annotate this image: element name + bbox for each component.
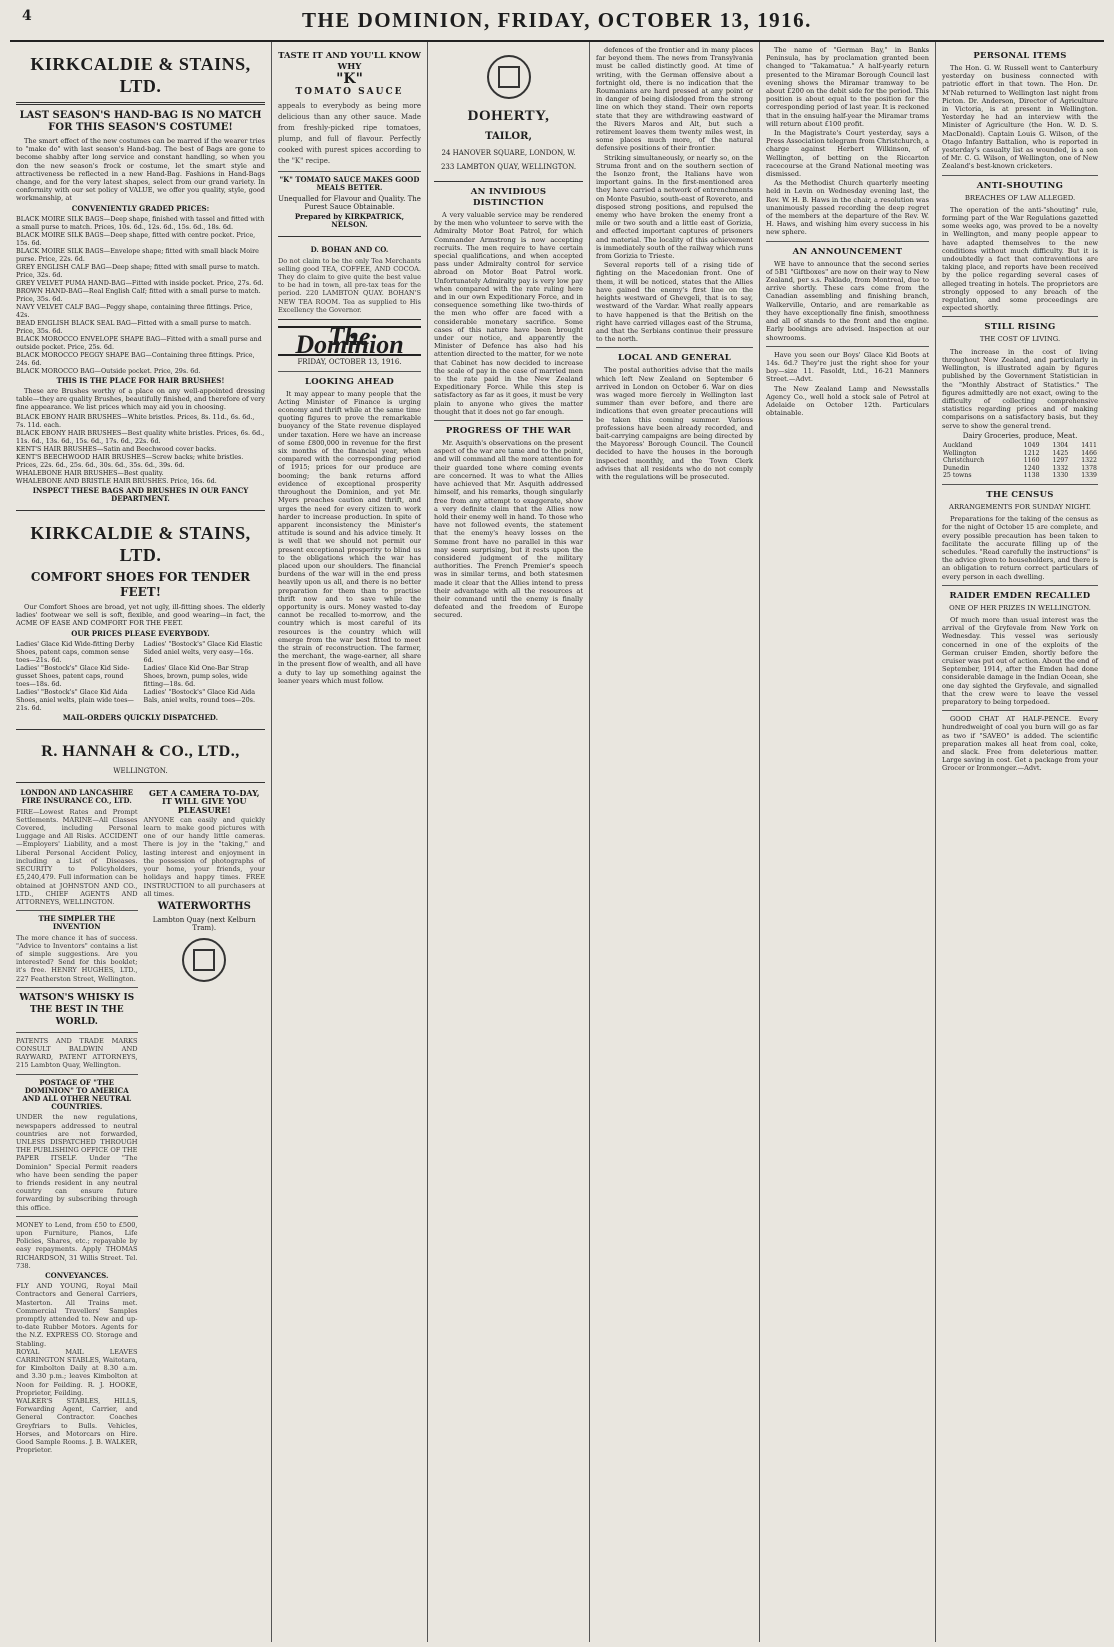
divider [434, 420, 583, 421]
table-cell: 1411 [1081, 441, 1097, 449]
ad-body: Our Comfort Shoes are broad, yet not ugly, ill-fitting shoes. The elderly ladies' footwear we sell is soft, flexible, and good wearing—in fact, the ACME OF EASE AND COMFORT FOR THE FEET. [16, 603, 265, 628]
inspect-note: INSPECT THESE BAGS AND BRUSHES IN OUR FANCY DEPARTMENT. [32, 485, 249, 503]
table-row [942, 442, 1098, 450]
article-body: Mr. Asquith's observations on the present aspect of the war are tame and to the point, and will command all the more attention for their guarded tone where coming events are concerned. It was to what the Allies have achieved that Mr. Asquith addressed himself, and his remarks, though singularly free from any attempt to exaggerate, show a very definite claim that the Allies now hold their enemy well in hand. To those who have not followed events, the statement that the enemy's heavy losses on the Somme front have no parallel in this war may seem surprising, but it rests upon the considered judgment of the military authorities. The French Premier's speech was in similar terms, and both statesmen made it clear that the Allies intend to press their advantage with all the resources at their command until the enemy is finally defeated and the freedom of Europe secured. [434, 439, 583, 620]
shoe-price-item: Ladies' "Bostock's" Glace Kid Elastic Sided aniel welts, very easy—16s. 6d. [143, 639, 263, 664]
article-heading: THE CENSUS [986, 489, 1054, 500]
section-heading: LOCAL AND GENERAL [617, 353, 732, 364]
cost-table [942, 442, 1098, 480]
article-subheading: THE COST OF LIVING. [979, 335, 1061, 344]
ad-doherty [434, 46, 583, 182]
watson-ad: WATSON'S WHISKY IS THE BEST IN THE WORLD. [19, 992, 135, 1027]
ad-product-name: TOMATO SAUCE [295, 87, 404, 98]
insurance-heading: LONDON AND LANCASHIRE FIRE INSURANCE CO., LTD. [20, 788, 134, 806]
divider [942, 316, 1098, 317]
news-paragraph: As the Methodist Church quarterly meeting held in Levin on Wednesday evening last, the Rev. W. H. B. Haws in the chair, a resolution was unanimously passed recording the deep regret of the members at the departure of the Rev. W. H. Haws, and wishing him every success in his new sphere. [766, 179, 929, 237]
article-heading: ANTI-SHOUTING [976, 180, 1064, 191]
divider [16, 1074, 138, 1075]
table-cell: Wellington [943, 449, 977, 457]
section-body: The postal authorities advise that the mails which left New Zealand on September 6 arrived in London on October 6. War on dies was waged more fiercely in Wellington last summer than ever before, and there are indications that even greater precautions will be taken this coming summer. Various professions have been already recorded, and bait-carrying campaigns are being directed by the Mayoress' Borough Council. The Council decided to have the houses in the borough inspected monthly, and the Town Clerk advises that all residents who do not comply with the regulations will be prosecuted. [596, 366, 753, 481]
brush-heading: THIS IS THE PLACE FOR HAIR BRUSHES! [56, 375, 225, 385]
shoe-price-item: Ladies' "Bostock's" Glace Kid Aida Bals, aniel welts, round toes—20s. [143, 687, 256, 704]
insurance-body: FIRE—Lowest Rates and Prompt Settlements. MARINE—All Classes Covered, including Personal Luggage and All Risks. ACCIDENT—Employers' Liability, and a most Liberal Personal Accident Policy, including a List of Diseases. SECURITY to Policyholders, £5,240,479. Full information can be obtained at JOHNSTON AND CO., LTD., CHIEF AGENTS AND ATTORNEYS, WELLINGTON. [16, 807, 138, 906]
divider [16, 987, 138, 988]
bag-price-item: BLACK MOROCCO PEGGY SHAPE BAG—Containing three fittings. Price, 24s. 6d. [16, 350, 255, 367]
section-body: The Hon. G. W. Russell went to Canterbury yesterday on business connected with patriotic effort in that town. The Hon. Dr. M'Nab returned to Wellington last night from Picton. Dr. Anderson, Director of Agriculture in Victoria, is at present in Wellington. Yesterday he had an interview with the Minister of Agriculture (the Hon. W. D. S. MacDonald). Captain Louis G. Wilson, of the Otago Infantry Battalion, who is reported in yesterday's casualty list as wounded, is a son of Mr. C. G. Wilson, of Wellington, one of New Zealand's best-known cricketers. [942, 64, 1098, 171]
ad-store-name: KIRKCALDIE & STAINS, LTD. [30, 54, 251, 96]
waterworths-address: Lambton Quay (next Kelburn Tram). [152, 915, 256, 933]
divider [596, 347, 753, 348]
masthead-title: THE DOMINION, FRIDAY, OCTOBER 13, 1916. [302, 7, 812, 32]
shoe-list [16, 640, 265, 712]
ad-location: WELLINGTON. [113, 767, 168, 776]
ad-body: The smart effect of the new costumes can be marred if the wearer tries to "make do" with last season's Hand-bag. The best of Bags are gone to become shabby after long service and constant handling, so when you don the new season's frock or costume, let the smart style and attractiveness be reflected in a new Hand-Bag. Fashions in Hand-Bags change, and for the very latest shapes, select from our grand variety. In conformity with our set policy of VALUE, we offer you quality, style, good workmanship, at [16, 137, 265, 203]
table-cell: 1466 [1081, 449, 1097, 457]
article-continuation: defences of the frontier and in many places far beyond them. The news from Transylvania must be called distinctly good. At time of writing, with the German offensive about a fortnight old, there is no indication that the Roumanians are hard pressed at any point or in danger of being dislodged from the strong line on which they stand. Their own reports state that they are withdrawing eastward of the Rivers Maros and Alt, but such a retirement leaves them twenty miles west, in some places much more, of the natural defensive positions of their frontier. [596, 46, 753, 153]
brush-price-item: BLACK EBONY HAIR BRUSHES—White bristles. Prices, 8s. 11d., 6s. 6d., 7s. 11d. each. [16, 412, 255, 429]
divider [942, 484, 1098, 485]
walkers-ad: WALKER'S STABLES, HILLS, Forwarding Agent, Carrier, and General Contractor. Coaches Greyfriars to Bulls. Vehicles, Horses, and Motorcars on Hire. Good Sample Rooms. J. B. WALKER, Proprietor. [16, 1397, 138, 1455]
ad-store-name: KIRKCALDIE & STAINS, LTD. [30, 523, 251, 566]
table-row [942, 472, 1098, 480]
small-ads [16, 787, 265, 1454]
table-cell: 1425 [1052, 449, 1069, 457]
article-body: The increase in the cost of living throughout New Zealand, and particularly in Wellington, is illustrated again by figures published by the Government Statistician in the "Monthly Abstract of Statistics." The figures admittedly are not exact, owing to the difficulty of collecting comprehensive statistics regarding prices and of making comparisons on a satisfactory basis, but they serve to show the general trend. [942, 347, 1098, 430]
table-cell: 1212 [1023, 449, 1040, 457]
royal-mail-ad: ROYAL MAIL LEAVES CARRINGTON STABLES, Waitotara, for Kimbolton Daily at 8.30 a.m. and 3.30 p.m.; leaves Kimbolton at Noon for Feilding. R. J. HOOKE, Proprietor, Feilding. [16, 1347, 138, 1397]
fly-young-ad: FLY AND YOUNG, Royal Mail Contractors and General Carriers, Masterton. All Trains met. Commercial Travellers' Samples promptly attended to. New and up-to-date Rubber Motors. Agents for the N.Z. EXPRESS CO. Storage and Stabling. [16, 1282, 138, 1348]
shoe-price-item: Ladies' "Bostock's" Glace Kid Side-gusset Shoes, patent caps, round toes—18s. 6d. [16, 663, 130, 688]
ad-subheading: OUR PRICES PLEASE EVERYBODY. [71, 628, 210, 638]
article-body: Preparations for the taking of the census as for the night of October 15 are complete, and every possible precaution has been taken to facilitate the accurate filling up of the schedules. "Read carefully the instructions" is the advice given to householders, and there is an obligation to return correct particulars of every person in each dwelling. [942, 515, 1098, 581]
news-paragraph: The name of "German Bay," in Banks Peninsula, has by proclamation granted been changed to "Takamatua." A half-yearly return presented to the Miramar Borough Council last evening shows the Miramar tramway to be about £200 on the debit side for the period. This position is about equal to the position for the corresponding period of last year. It is reckoned that in the ensuing half-year the Miramar trams will return about £100 profit. [766, 46, 929, 128]
small-ads-left [16, 787, 138, 1454]
crest-icon [487, 55, 531, 99]
column-5 [760, 42, 936, 1642]
article-body: Of much more than usual interest was the arrival of the Gryfevale from New York on Wednesday. This vessel was seriously concerned in one of the exploits of the German cruiser Emden, shortly before the cruiser was put out of action. About the end of September, 1914, after the Emden had done considerable damage in the Indian Ocean, she one day sighted the Gryfevale, and signalled that the crew were to leave the vessel preparatory to being torpedoed. [942, 615, 1098, 706]
article-heading: AN INVIDIOUS DISTINCTION [470, 187, 547, 208]
article-heading: STILL RISING [984, 322, 1056, 333]
ad-maker: Prepared by KIRKPATRICK, NELSON. [294, 212, 405, 230]
bag-price-item: GREY ENGLISH CALF BAG—Deep shape; fitted with small purse to match. Price, 32s. 6d. [16, 262, 260, 279]
shoe-list-right [144, 640, 266, 712]
ad-body: appeals to everybody as being more delicious than any other sauce. Made from freshly-picked ripe tomatoes, plump, and full of flavour. Perfectly cooked with purest spices according to the "K" recipe. [278, 102, 421, 166]
bag-price-item: BEAD ENGLISH BLACK SEAL BAG—Fitted with a small purse to match. Price, 35s. 6d. [16, 318, 252, 335]
divider [942, 175, 1098, 176]
article-body: A very valuable service may be rendered by the men who volunteer to serve with the Admiralty Motor Boat Patrol, for which Commander Armstrong is now accepting recruits. The men require to have certain special qualifications, and when accepted pass under Admiralty control for service abroad on Motor Boat Patrol work. Unfortunately Admiralty pay is very low pay when compared with the rate ruling here and in our own Expeditionary Force, and in consequence something like two-thirds of the men who offer are faced with a considerable monetary sacrifice. Some cases of this nature have been brought under our notice, and apparently the Minister of Defence has also had his attention directed to the matter, for we note that Cabinet has now decided to increase the scale of pay in the case of married men to the rate paid in the New Zealand Expeditionary Force. While this step is satisfactory as far as it goes, it must be very plain to anyone who gives the matter thought that it does not go far enough. [434, 211, 583, 416]
newspaper-nameplate: The Dominion [278, 326, 421, 356]
mail-note: MAIL-ORDERS QUICKLY DISPATCHED. [62, 712, 219, 722]
bag-price-item: BLACK MOIRE SILK BAGS—Deep shape, finished with tassel and fitted with a small purse to match. Prices, 10s. 6d., 12s. 6d., 15s. 6d., 18s. 6d. [16, 214, 265, 231]
column-6 [936, 42, 1104, 1642]
ad-tagline: TASTE IT AND YOU'LL KNOW WHY [278, 51, 421, 72]
ad-store-name: DOHERTY, [467, 108, 550, 124]
article-heading: RAIDER EMDEN RECALLED [949, 590, 1091, 601]
divider [16, 910, 138, 911]
table-cell: Dunedin [943, 464, 970, 472]
table-cell: 1378 [1081, 464, 1097, 472]
ad-kirkcaldie-handbags [16, 46, 265, 511]
small-ads-right [144, 787, 266, 1454]
small-advert: Have you seen our Boys' Glace Kid Boots at 14s. 6d.? They're just the right shoe for your boy—size 11. Fasoldt, Ltd., 16-21 Manners Street.—Advt. [766, 350, 929, 384]
tailors-crest-icon [182, 938, 226, 982]
masthead [10, 0, 1104, 42]
article-paragraph: Striking simultaneously, or nearly so, on the Struma front and on the southern section of the Isonzo front, the Italians have won important gains. In the first-mentioned area they have carried a network of entrenchments on Monte Pasubio, south-east of Rovereto, and disposed strong positions, and repulsed the enemy who have broken the enemy front a mile or two south and a little east of Gorizia, and effected important captures of prisoners and material. The locality of this achievement is immediately south of the railway which runs from Gorizia to Trieste. [596, 153, 753, 261]
divider [766, 346, 929, 347]
divider [16, 102, 265, 105]
table-cell: 1322 [1081, 457, 1097, 465]
brush-body: These are Brushes worthy of a place on any well-appointed dressing table—they are quality Brushes, beautifully finished, and therefore of very fine appearance. We list prices which may aid you in choosing. [16, 387, 265, 412]
dateline: FRIDAY, OCTOBER 13, 1916. [297, 358, 402, 367]
bag-price-item: BLACK MOROCCO ENVELOPE SHAPE BAG—Fitted with a small purse and outside pocket. Price, 25s. 6d. [16, 334, 262, 351]
table-row [942, 465, 1098, 473]
table-cell: 1332 [1052, 464, 1069, 472]
columns [10, 42, 1104, 1642]
table-cell: 1138 [1023, 472, 1040, 480]
column-2 [272, 42, 428, 1642]
article-subheading: ARRANGEMENTS FOR SUNDAY NIGHT. [949, 502, 1091, 511]
article-paragraph: Several reports tell of a rising tide of fighting on the Macedonian front. One of them, it will be noticed, states that the Allies have gained the enemy's first line on the heights westward of Ghevgeli, that is to say, westward of the Vardar. What really appears to have happened is that the British on the right have carried villages east of the Struma, and that the Serbians continue their pressure to the north. [596, 261, 753, 344]
postage-heading: POSTAGE OF "THE DOMINION" TO AMERICA AND ALL OTHER NEUTRAL COUNTRIES. [22, 1077, 132, 1112]
camera-body: ANYONE can easily and quickly learn to make good pictures with one of our handy little cameras. There is joy in the "taking," and lasting interest and enjoyment in the possession of photographs of your home, your friends, your holidays and happy times. FREE INSTRUCTION to all purchasers at all times. [143, 815, 265, 898]
small-advert: The New Zealand Lamp and Newsstalls Agency Co., well hold a stock sale of Petrol at Adelaide on October 12th. Particulars obtainable. [766, 384, 929, 418]
article-subheading: ONE OF HER PRIZES IN WELLINGTON. [949, 603, 1091, 612]
postage-body: UNDER the new regulations, newspapers addressed to neutral countries are not forwarded, UNLESS DISPATCHED THROUGH THE PUBLISHING OFFICE OF THE PAPER ITSELF. Under "The Dominion" Special Permit readers who have been sending the paper to friends resident in any neutral country can ensure future forwarding by subscribing through this office. [16, 1113, 138, 1212]
announcement-body: WE have to announce that the second series of 5B1 "Giftboxes" are now on their way to New Zealand, per s.s. Paklado, from Montreal, due to arrive shortly. These cars come from the Canadian assembling and finishing branch, Walkerville, Ontario, and are remarkable as they have exceptionally fine finish, smoothness and all of stands to the front and the engine. Early bookings are advised. Inspection at our showrooms. [766, 259, 929, 342]
column-4 [590, 42, 760, 1642]
camera-heading: GET A CAMERA TO-DAY, IT WILL GIVE YOU PLEASURE! [148, 788, 260, 815]
section-heading: PERSONAL ITEMS [973, 51, 1067, 61]
ad-subheading: CONVENIENTLY GRADED PRICES: [71, 203, 210, 213]
table-cell: 1339 [1081, 472, 1097, 480]
table-cell: Christchurch [943, 457, 985, 465]
divider [16, 1216, 138, 1217]
small-advert: GOOD CHAT AT HALF-PENCE. Every hundredweight of coal you burn will go as far as two if "SAVEO" is added. The scientific preparation makes all heat from coal, coke, and slack. Free from deleterious matter. Large saving in cost. Get a package from your Grocer or Ironmonger.—Advt. [942, 715, 1098, 773]
table-cell: 1240 [1023, 464, 1040, 472]
ad-k-letter: "K" [336, 71, 363, 87]
brush-price-item: KENT'S HAIR BRUSHES—Satin and Beechwood cover backs. [16, 444, 217, 453]
divider [766, 241, 929, 242]
bag-price-item: BROWN HAND-BAG—Real English Calf; fitted with a small purse to match. Price, 35s. 6d. [16, 286, 261, 303]
divider [942, 710, 1098, 711]
patents-ad: PATENTS AND TRADE MARKS CONSULT BALDWIN AND RAYWARD, PATENT ATTORNEYS, 215 Lambton Quay, Wellington. [16, 1036, 138, 1070]
table-cell: 1049 [1023, 441, 1040, 449]
ad-store-name: R. HANNAH & CO., LTD., [41, 743, 240, 761]
article-body: The operation of the anti-"shouting" rule, forming part of the War Regulations gazetted some weeks ago, was proved to be a novelty in Wellington, and many people appear to have adapted themselves to the new conditions without much difficulty. But it is undoubtedly a fact that contraventions are taking place, and reports have been received by the police regarding several cases of alleged treating in hotels. The proprietors are strongly opposed to any breach of the regulation, and some proceedings are expected shortly. [942, 205, 1098, 313]
page-number: 4 [22, 8, 32, 24]
table-cell: 1330 [1052, 472, 1069, 480]
article-subheading: BREACHES OF LAW ALLEGED. [964, 193, 1076, 202]
bag-price-item: BLACK MOIRE SILK BAGS—Envelope shape; fitted with small black Moire purse. Price, 22s. 6d. [16, 246, 259, 263]
column-1 [10, 42, 272, 1642]
ad-address: 24 HANOVER SQUARE, LONDON, W. 233 LAMBTON QUAY, WELLINGTON. [440, 149, 577, 171]
ad-claim: Unequalled for Flavour and Quality. The Purest Sauce Obtainable. [278, 194, 421, 211]
brush-price-item: BLACK EBONY HAIR BRUSHES—Best quality white bristles. Prices, 6s. 6d., 11s. 6d., 13s. 6d., 15s. 6d., 17s. 6d., 22s. 6d. [16, 428, 265, 445]
bag-price-item: NAVY VELVET CALF BAG—Peggy shape, containing three fittings. Price, 42s. [16, 302, 253, 319]
ad-k-tomato-sauce [278, 46, 421, 237]
ad-headline: COMFORT SHOES FOR TENDER FEET! [30, 570, 251, 600]
invention-body: The more chance it has of success. "Advice to Inventors" contains a list of simple suggestions. Are you interested? Send for this booklet; it's free. HENRY HUGHES, LTD., 227 Featherston Street, Wellington. [16, 933, 138, 983]
ad-headline: LAST SEASON'S HAND-BAG IS NO MATCH FOR THIS SEASON'S COSTUME! [19, 110, 262, 133]
divider [16, 1032, 138, 1033]
news-paragraph: In the Magistrate's Court yesterday, says a Press Association telegram from Christchurch, a charge against Herbert Wilkinson, of Wellington, of betting on the Riccarton racecourse at the Grand National meeting was dismissed. [766, 129, 929, 179]
bag-price-item: BLACK MOROCCO BAG—Outside pocket. Price, 29s. 6d. [16, 366, 201, 375]
table-row [942, 450, 1098, 458]
table-cell: 1304 [1052, 441, 1069, 449]
ad-slogan: "K" TOMATO SAUCE MAKES GOOD MEALS BETTER. [279, 175, 420, 193]
table-caption: Dairy Groceries, produce, Meat. [962, 431, 1078, 440]
brush-price-list [16, 413, 265, 485]
shoe-price-item: Ladies' Glace Kid Wide-fitting Derby Shoes, patent caps, common sense toes—21s. 6d. [16, 639, 135, 664]
ad-store-name: D. BOHAN AND CO. [310, 245, 389, 255]
bag-price-item: BLACK MOIRE SILK BAGS—Deep shape, fitted with centre pocket. Price, 15s. 6d. [16, 230, 256, 247]
divider [278, 171, 421, 172]
ad-bohan [278, 241, 421, 320]
announcement-heading: AN ANNOUNCEMENT [792, 246, 903, 257]
brush-price-item: KENT'S BEECHWOOD HAIR BRUSHES—Screw backs; white bristles. Prices, 22s. 6d., 25s. 6d., 30s. 6d., 35s. 6d., 39s. 6d. [16, 452, 244, 469]
brush-price-item: WHALEBONE AND BRISTLE HAIR BRUSHES. Price, 16s. 6d. [16, 476, 217, 485]
table-cell: 1297 [1052, 457, 1069, 465]
shoe-list-left [16, 640, 138, 712]
invention-heading: THE SIMPLER THE INVENTION [38, 914, 116, 932]
ad-trade: TAILOR, [485, 131, 532, 142]
bag-price-item: GREY VELVET PUMA HAND-BAG—Fitted with inside pocket. Price, 27s. 6d. [16, 278, 264, 287]
money-ad: MONEY to Lend, from £50 to £500, upon Furniture, Pianos, Life Policies, Shares, etc.; repayable by easy repayments. Apply THOMAS RICHARDSON, 31 Willis Street. Tel. 738. [16, 1220, 138, 1270]
article-heading: PROGRESS OF THE WAR [445, 426, 572, 437]
ad-hannah [16, 734, 265, 783]
shoe-price-item: Ladies' "Bostock's" Glace Kid Aida Shoes, aniel welts, plain wide toes—21s. 6d. [16, 687, 134, 712]
table-cell: Auckland [943, 441, 973, 449]
leader-heading: LOOKING AHEAD [304, 376, 395, 387]
brush-price-item: WHALEBONE HAIR BRUSHES—Best quality. [16, 468, 164, 477]
table-cell: 1160 [1023, 457, 1040, 465]
conveyances-heading: CONVEYANCES. [45, 1271, 109, 1281]
waterworths-name: WATERWORTHS [157, 900, 251, 912]
ad-kirkcaldie-shoes [16, 515, 265, 730]
bag-price-list [16, 215, 265, 375]
shoe-price-item: Ladies' Glace Kid One-Bar Strap Shoes, brown, pump soles, wide fitting—18s. 6d. [143, 663, 249, 688]
divider [278, 371, 421, 372]
divider [942, 585, 1098, 586]
table-row [942, 457, 1098, 465]
table-cell: 25 towns [943, 472, 972, 480]
column-3 [428, 42, 590, 1642]
leader-body: It may appear to many people that the Acting Minister of Finance is urging economy and thrift while at the same time quoting figures to prove the remarkable buoyancy of the State revenue displayed under taxation. Here we have an increase of some £800,000 in revenue for the first six months of the financial year, when compared with the corresponding period of 1915; prices for our produce are booming; the bank returns afford evidence of exceptional prosperity throughout the Dominion, and yet Mr. Myers preaches caution and thrift, and urges the need for every citizen to work harder to increase production. In spite of apparent inconsistency the Minister's attitude is sound and his advice timely. It is well that we should not permit our present exceptional prosperity to blind us to the obligations which the war has placed upon our shoulders. The financial burdens of the war will in the end press heavily upon us all, and there is no better preparation for them than to practise thrift now and to save while the opportunity is ours. Money wasted to-day cannot be recalled to-morrow, and the country which is most careful of its resources is the country which will emerge from the war best fitted to meet the strain of reconstruction. The farmer, the merchant, the wage-earner, all share in the present flow of wealth, and all have a duty to lay up something against the leaner years which must follow. [278, 389, 421, 685]
ad-body: Do not claim to be the only Tea Merchants selling good TEA, COFFEE, AND COCOA. They do claim to give quite the best value to be had in town, all pre-tax teas for the period. 220 LAMBTON QUAY. BOHAN'S NEW TEA ROOM. Tea as supplied to His Excellency the Governor. [278, 256, 421, 314]
